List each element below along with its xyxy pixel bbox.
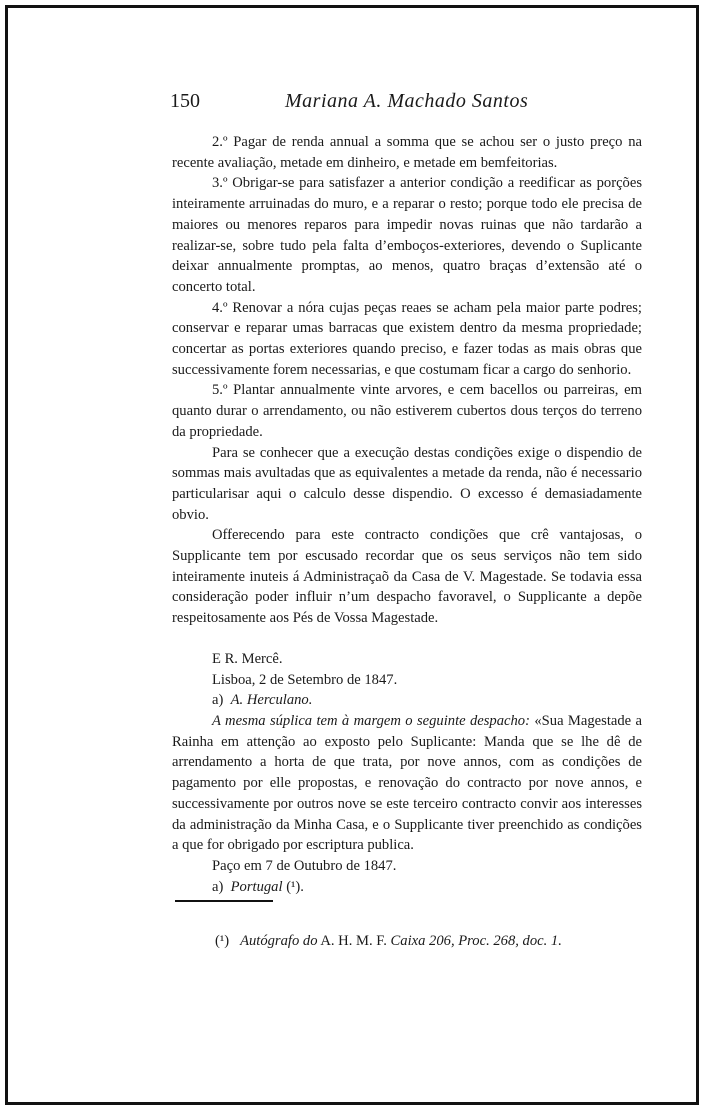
main-text	[172, 132, 642, 897]
page-header	[170, 90, 550, 120]
signature-portugal	[172, 877, 642, 898]
footnote	[215, 933, 635, 950]
condition-5: 5.º Plantar annualmente vinte arvores, e cem bacellos ou parreiras, em quanto durar o arrendamento, ou não estiverem cubertos dous terços do terreno da propriedade.	[172, 382, 642, 440]
date-lisboa: Lisboa, 2 de Setembro de 1847.	[212, 671, 398, 688]
signature-name: Portugal	[230, 878, 283, 895]
footnote-archive: A. H. M. F.	[320, 933, 387, 949]
despacho-intro: A mesma súplica tem à margem o seguinte despacho:	[212, 712, 530, 729]
paragraph-offer: Offerecendo para este contracto condições que crê vantajosas, o Supplicante tem por escusado recordar que os seus serviços não tem sido inteiramente inuteis á Administraçaõ da Casa de V. Magestade. Se todavia essa consideração poder influir n’um despacho favoravel, o Supplicante a depõe respeitosamente aos Pés de Vossa Magestade.	[172, 527, 642, 627]
condition-3: 3.º Obrigar-se para satisfazer a anterior condição a reedificar as porções inteiramente arruinadas do muro, e a reparar o resto; porque todo ele precisa de maiores ou menores reparos para impedir novas ruinas que não tardarão a realizar-se, sobre tudo pela falta d’emboços-exteriores, devendo o Suplicante deixar annualmente promptas, ao menos, quatro braças d’extensão até o concerto total.	[172, 175, 642, 295]
signature-name: A. Herculano.	[230, 692, 313, 709]
signature-prefix: a)	[212, 878, 224, 895]
despacho-text: «Sua Magestade a Rainha em attenção ao exposto pelo Suplicante: Manda que se lhe dê de arrendamento a horta de que trata, por nove annos, com as condições de pagamento por elle propostas, e renovação do contracto por nove annos, e successivamente por outros nove se este terceiro contracto convir aos interesses da administração da Minha Casa, e o Supplicante tiver preenchido as condições a que for obrigado por escriptura publica.	[172, 712, 643, 854]
footnote-marker: (¹)	[215, 933, 230, 949]
running-title: Mariana A. Machado Santos	[285, 90, 529, 112]
condition-2: 2.º Pagar de renda annual a somma que se achou ser o justo preço na recente avaliação, metade em dinheiro, e metade em bemfeitorias.	[172, 134, 642, 171]
footnote-rule	[175, 900, 273, 902]
date-paco: Paço em 7 de Outubro de 1847.	[212, 857, 397, 874]
condition-4: 4.º Renovar a nóra cujas peças reaes se acham pela maior parte podres; conservar e reparar umas barracas que existem dentro da mesma propriedade; concertar as portas exteriores quando preciso, e fazer todas as mais obras que successivamente forem necessarias, e que costumam ficar a cargo do senhorio.	[172, 299, 642, 378]
despacho-paragraph	[172, 711, 642, 856]
closing-formula: E R. Mercê.	[212, 650, 283, 667]
signature-herculano	[172, 690, 642, 711]
page-number: 150	[170, 90, 200, 112]
footnote-ref: (¹).	[286, 878, 304, 895]
footnote-reference: Caixa 206, Proc. 268, doc. 1.	[390, 933, 562, 949]
paragraph-expense: Para se conhecer que a execução destas condições exige o dispendio de sommas mais avultadas que as equivalentes a metade da renda, não é necessario particularisar aqui o calculo desse dispendio. O excesso é demasiadamente obvio.	[172, 444, 642, 523]
footnote-source: Autógrafo do	[240, 933, 318, 949]
signature-prefix: a)	[212, 692, 224, 709]
